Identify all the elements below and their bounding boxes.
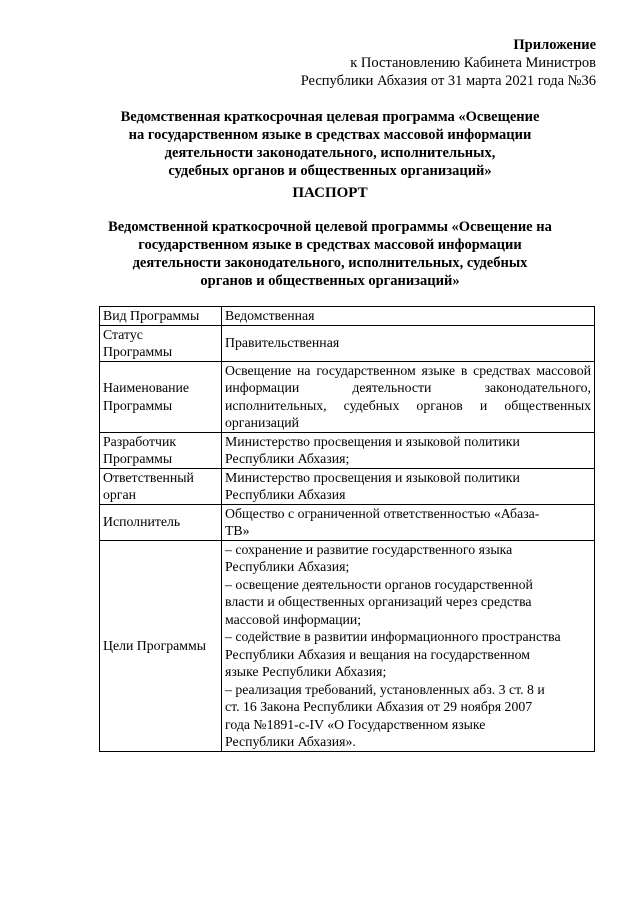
row-value-line: Общество с ограниченной ответственностью «Абаза- xyxy=(225,505,540,521)
row-label-line: орган xyxy=(103,487,136,502)
row-label-line: Исполнитель xyxy=(103,514,181,530)
row-label-cell xyxy=(100,540,222,751)
row-label-cell xyxy=(100,504,222,540)
passport-heading: ПАСПОРТ xyxy=(292,185,368,201)
row-value-line: – освещение деятельности органов государственной xyxy=(225,576,533,592)
row-label-line: Программы xyxy=(103,344,173,359)
row-value-cell xyxy=(222,307,595,326)
row-value-line: Республики Абхазия xyxy=(225,487,346,502)
table-row xyxy=(100,432,595,468)
table-row xyxy=(100,361,595,432)
table-row xyxy=(100,504,595,540)
row-value-line: Освещение на государственном языке в средствах массовой информации деятельности законодательного, исполнительных, судебных органов и общественных организаций xyxy=(225,362,591,430)
row-value-line: массовой информации; xyxy=(225,611,362,627)
row-value-line: языке Республики Абхазия; xyxy=(225,664,387,679)
row-value-line: – содействие в развитии информационного пространства xyxy=(225,629,561,644)
row-value-cell xyxy=(222,540,595,751)
row-value-line: года №1891-с-IV «О Государственном языке xyxy=(225,716,486,732)
passport-title-line: государственном языке в средствах массовой информации xyxy=(138,237,522,253)
table-row xyxy=(100,307,595,326)
row-value-line: Ведомственная xyxy=(225,308,315,323)
row-label-line: Программы xyxy=(103,397,173,413)
row-value-line: Республики Абхазия; xyxy=(225,559,350,574)
appendix-block xyxy=(301,36,596,90)
row-value-cell xyxy=(222,504,595,540)
program-title-line: Ведомственная краткосрочная целевая программа «Освещение xyxy=(120,109,540,125)
row-value-line: ст. 16 Закона Республики Абхазия от 29 ноября 2007 xyxy=(225,699,533,714)
row-label-line: Цели Программы xyxy=(103,637,206,653)
passport-title xyxy=(60,218,600,290)
row-value-line: ТВ» xyxy=(225,523,250,538)
program-title-line: на государственном языке в средствах массовой информации xyxy=(128,127,532,143)
table-row xyxy=(100,540,595,751)
row-value-line: власти и общественных организаций через средства xyxy=(225,594,532,609)
row-label-line: Вид Программы xyxy=(103,308,200,323)
row-label-line: Ответственный xyxy=(103,469,194,485)
row-value-cell xyxy=(222,432,595,468)
passport-title-line: органов и общественных организаций» xyxy=(200,273,460,289)
row-value-line: Министерство просвещения и языковой политики xyxy=(225,469,520,485)
passport-table-body xyxy=(100,307,595,752)
passport-table xyxy=(99,306,595,752)
appendix-line-2: Республики Абхазия от 31 марта 2021 года №36 xyxy=(300,73,596,89)
appendix-heading: Приложение xyxy=(513,37,596,53)
row-label-cell xyxy=(100,361,222,432)
row-value-line: Правительственная xyxy=(225,335,340,351)
row-value-line: Республики Абхазия; xyxy=(225,451,350,466)
row-value-line: Республики Абхазия». xyxy=(225,734,356,749)
row-label-cell xyxy=(100,325,222,361)
row-value-cell xyxy=(222,325,595,361)
appendix-line-1: к Постановлению Кабинета Министров xyxy=(350,55,596,71)
row-value-line: Республики Абхазия и вещания на государственном xyxy=(225,646,530,662)
row-value-cell xyxy=(222,468,595,504)
row-label-cell xyxy=(100,307,222,326)
row-value-line: Министерство просвещения и языковой политики xyxy=(225,433,520,449)
passport-title-line: деятельности законодательного, исполнительных, судебных xyxy=(132,255,528,271)
row-label-cell xyxy=(100,468,222,504)
program-title-line: судебных органов и общественных организаций» xyxy=(168,163,492,179)
row-label-line: Наименование xyxy=(103,380,189,395)
row-label-cell xyxy=(100,432,222,468)
table-row xyxy=(100,325,595,361)
row-label-line: Разработчик xyxy=(103,433,177,449)
row-value-line: – реализация требований, установленных абз. 3 ст. 8 и xyxy=(225,681,545,697)
program-title xyxy=(60,108,600,180)
table-row xyxy=(100,468,595,504)
passport-title-line: Ведомственной краткосрочной целевой программы «Освещение на xyxy=(108,219,552,235)
row-value-cell xyxy=(222,361,595,432)
row-value-line: – сохранение и развитие государственного языка xyxy=(225,541,513,557)
program-title-line: деятельности законодательного, исполнительных, xyxy=(164,145,496,161)
row-label-line: Статус xyxy=(103,326,143,342)
row-label-line: Программы xyxy=(103,451,173,466)
